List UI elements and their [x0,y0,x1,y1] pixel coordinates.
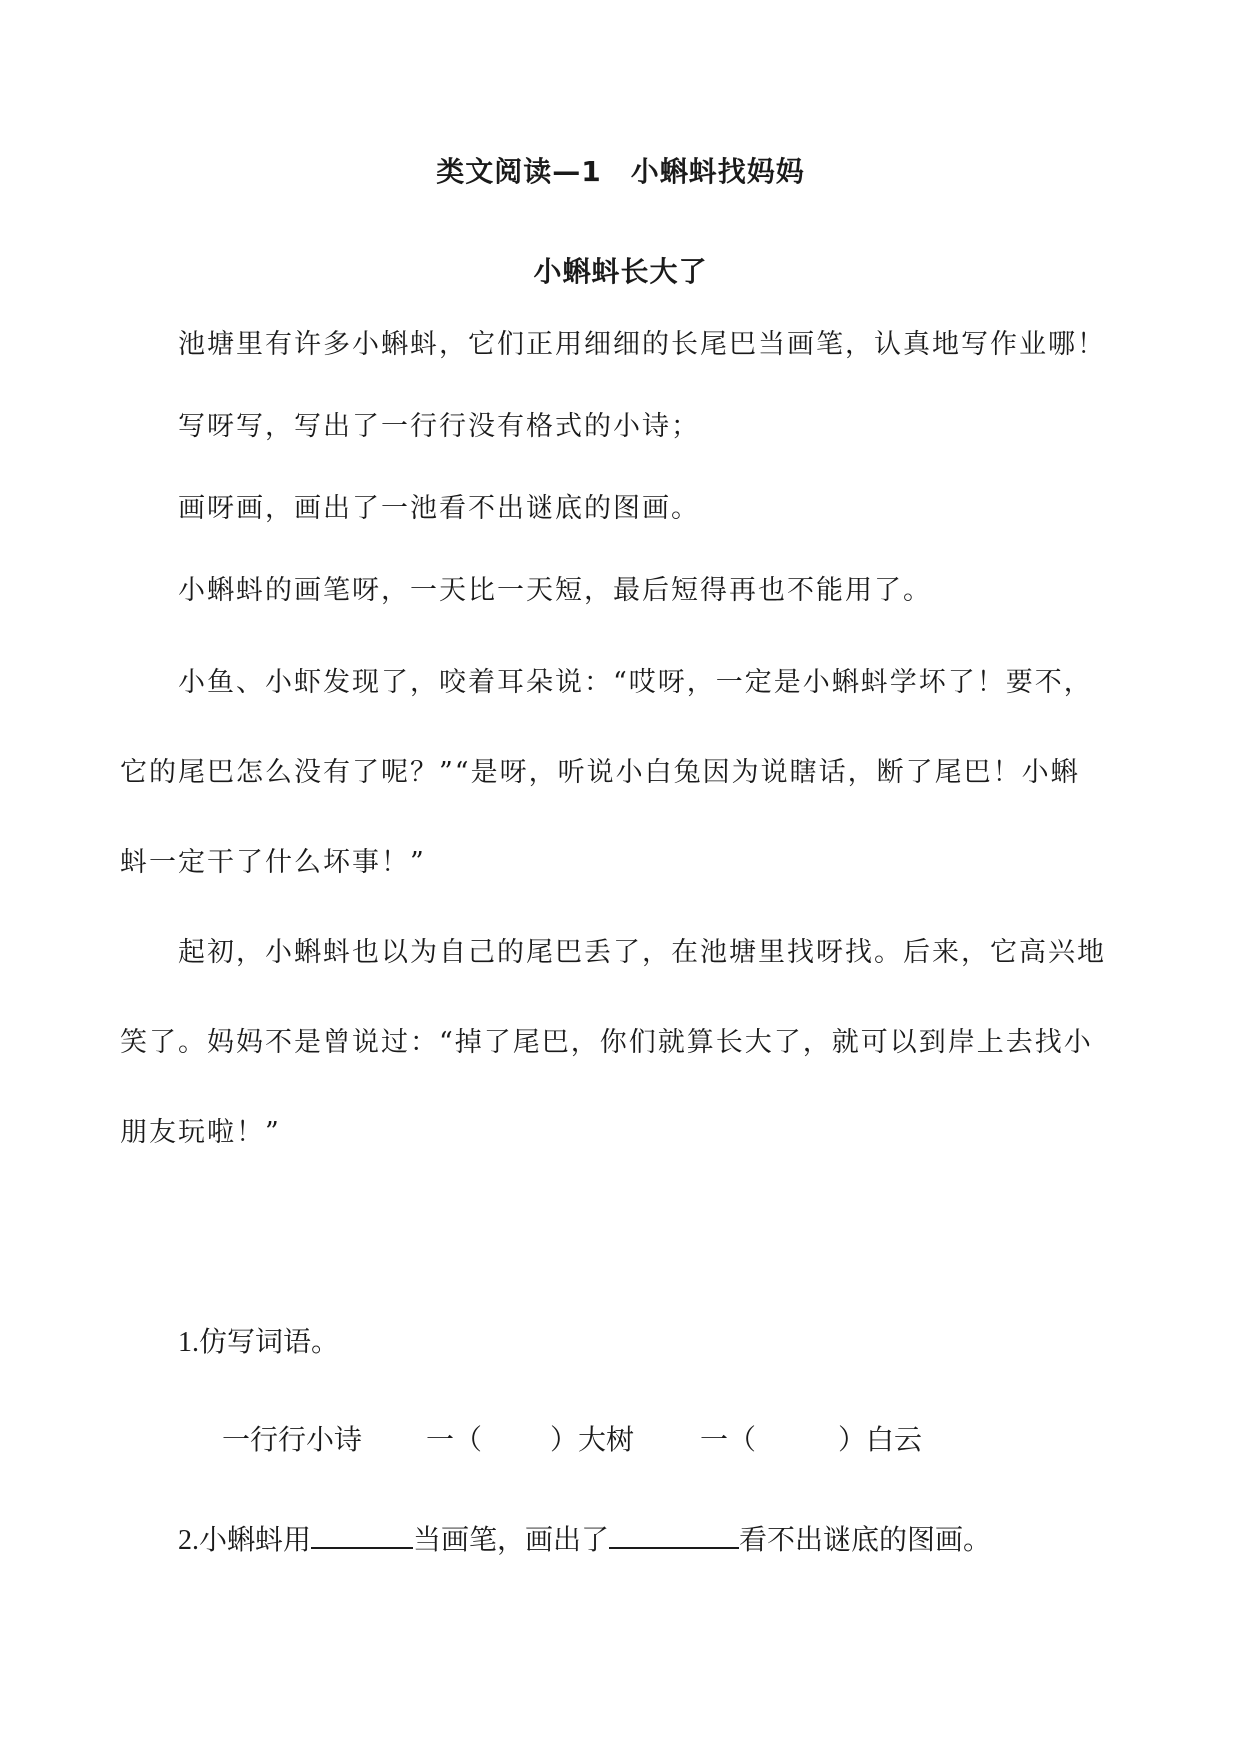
word-fill-item-cloud [700,1418,922,1458]
answer-blank-measure[interactable] [609,1519,739,1549]
passage-line: 写呀写，写出了一行行没有格式的小诗； [178,411,700,442]
fill-suffix: ）大树 [550,1425,635,1456]
passage-line: 笑了。妈妈不是曾说过：“掉了尾巴，你们就算长大了，就可以到岸上去找小 [120,1027,1093,1058]
question-2-part3: 看不出谜底的图画。 [739,1525,992,1556]
passage-line: 起初，小蝌蚪也以为自己的尾巴丢了，在池塘里找呀找。后来，它高兴地 [178,937,1106,968]
word-example: 一行行小诗 [222,1425,363,1456]
word-fill-item-tree [426,1418,634,1458]
passage-line: 蚪一定干了什么坏事！” [120,847,426,878]
passage-line: 它的尾巴怎么没有了呢？”“是呀，听说小白兔因为说瞎话，断了尾巴！小蝌 [120,757,1080,788]
question-2 [178,1518,991,1558]
passage-line: 画呀画，画出了一池看不出谜底的图画。 [178,493,700,524]
question-2-part2: 当画笔，画出了 [413,1525,610,1556]
passage-title: 小蝌蚪长大了 [533,255,708,288]
fill-prefix: 一（ [426,1425,483,1456]
fill-prefix: 一（ [700,1425,757,1456]
answer-blank-brush[interactable] [311,1519,413,1549]
question-1-label: 1.仿写词语。 [178,1327,340,1358]
passage-line: 朋友玩啦！” [120,1117,281,1148]
fill-suffix: ）白云 [838,1425,923,1456]
passage-line: 小蝌蚪的画笔呀，一天比一天短，最后短得再也不能用了。 [178,575,932,606]
passage-line: 池塘里有许多小蝌蚪，它们正用细细的长尾巴当画笔，认真地写作业哪！ [178,329,1106,360]
question-2-part1: 2.小蝌蚪用 [178,1525,312,1556]
document-title: 类文阅读—1 小蝌蚪找妈妈 [436,155,805,188]
passage-line: 小鱼、小虾发现了，咬着耳朵说：“哎呀，一定是小蝌蚪学坏了！要不， [178,667,1093,698]
